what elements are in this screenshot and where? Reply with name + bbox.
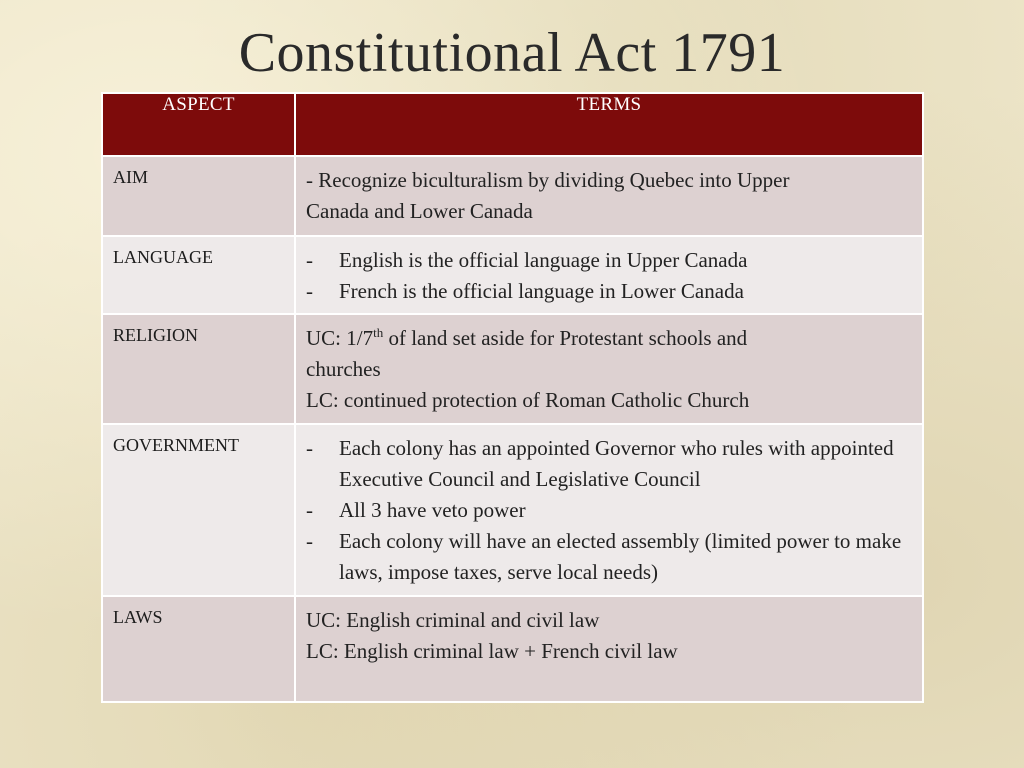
laws-uc-line: UC: English criminal and civil law — [306, 608, 600, 632]
bullet-text: All 3 have veto power — [339, 498, 526, 522]
header-aspect: ASPECT — [102, 93, 295, 156]
religion-uc-suffix: of land set aside for Protestant schools and — [383, 326, 748, 350]
religion-uc-line-2: churches — [306, 357, 381, 381]
terms-cell-government — [295, 424, 923, 596]
bullet-text: Each colony will have an elected assembly (limited power to make laws, impose taxes, serve local needs) — [339, 529, 902, 584]
terms-cell-aim — [295, 156, 923, 236]
bullet-dash: - — [306, 248, 313, 272]
header-terms: TERMS — [295, 93, 923, 156]
terms-cell-laws — [295, 596, 923, 702]
bullet-text: Each colony has an appointed Governor who rules with appointed Executive Council and Legislative Council — [339, 436, 894, 491]
religion-uc-line — [306, 323, 912, 354]
aspect-cell-aim: AIM — [102, 156, 295, 236]
bullet-dash: - — [306, 436, 313, 460]
table-row-language — [102, 236, 923, 314]
bullet-text: French is the official language in Lower Canada — [339, 279, 744, 303]
terms-cell-religion — [295, 314, 923, 424]
religion-lc-line: LC: continued protection of Roman Catholic Church — [306, 388, 750, 412]
aim-line-2: Canada and Lower Canada — [306, 199, 533, 223]
bullet-dash: - — [306, 529, 313, 553]
bullet-text: English is the official language in Upper Canada — [339, 248, 748, 272]
aspect-cell-laws: LAWS — [102, 596, 295, 702]
language-bullet-2 — [306, 276, 912, 307]
aspect-cell-language: LANGUAGE — [102, 236, 295, 314]
terms-cell-language — [295, 236, 923, 314]
table-row-aim — [102, 156, 923, 236]
aspect-cell-government: GOVERNMENT — [102, 424, 295, 596]
table-row-laws — [102, 596, 923, 702]
constitutional-act-table — [101, 92, 924, 703]
table-row-religion — [102, 314, 923, 424]
bullet-dash: - — [306, 498, 313, 522]
government-bullet-3 — [306, 526, 912, 588]
table-header-row — [102, 93, 923, 156]
religion-uc-superscript: th — [373, 325, 384, 340]
laws-lc-line: LC: English criminal law + French civil law — [306, 639, 678, 663]
government-bullet-2 — [306, 495, 912, 526]
government-bullet-1 — [306, 433, 912, 495]
aspect-cell-religion: RELIGION — [102, 314, 295, 424]
religion-uc-prefix: UC: 1/7 — [306, 326, 374, 350]
language-bullet-1 — [306, 245, 912, 276]
aim-line-1: - Recognize biculturalism by dividing Quebec into Upper — [306, 168, 790, 192]
bullet-dash: - — [306, 279, 313, 303]
page-title: Constitutional Act 1791 — [238, 22, 786, 84]
table-row-government — [102, 424, 923, 596]
